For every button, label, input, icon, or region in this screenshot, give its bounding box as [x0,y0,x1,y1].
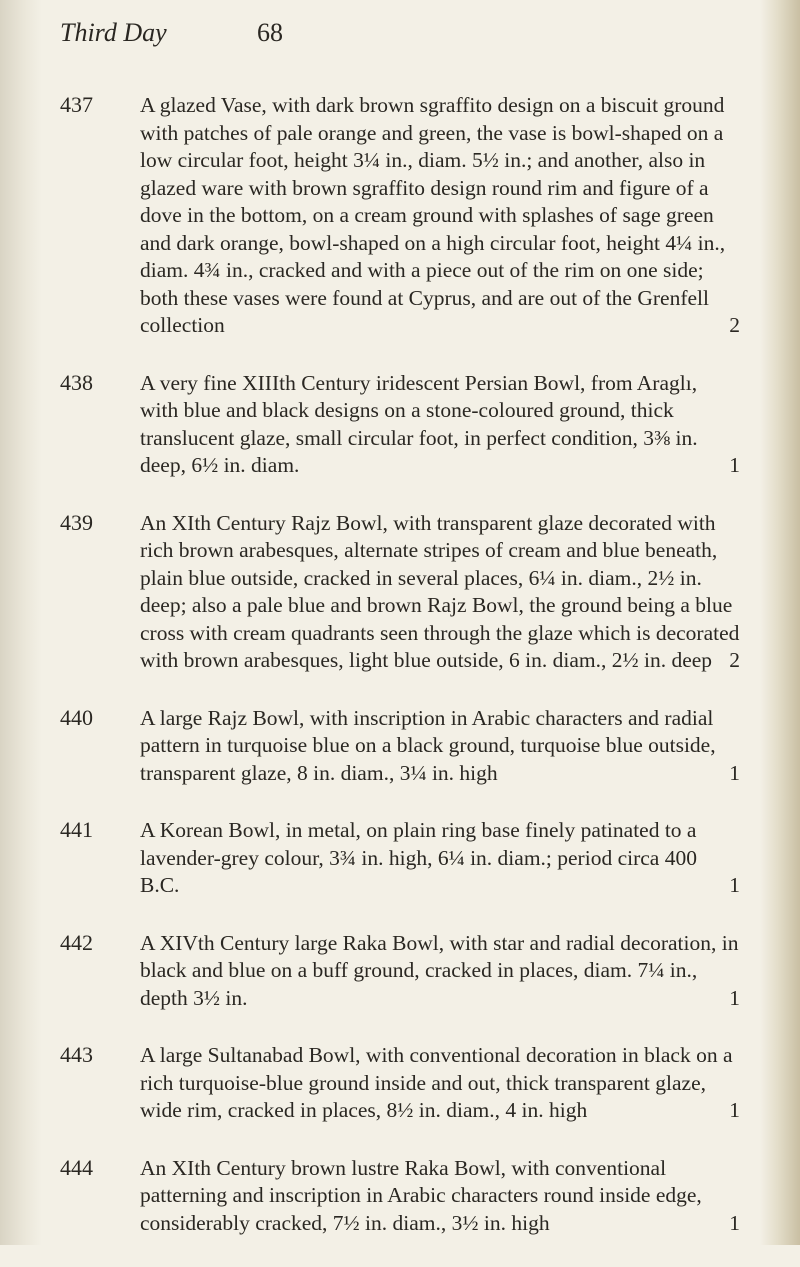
lot-entry [60,817,740,900]
lot-entry [60,930,740,1013]
lot-quantity: 1 [729,985,740,1010]
lot-description [140,817,740,900]
page-gutter [0,0,42,1245]
lot-description [140,1042,740,1125]
running-title: Third Day [60,18,167,47]
lot-text: A glazed Vase, with dark brown sgraffito design on a biscuit ground with patches of pale orange and green, the vase is bowl-shaped on a low circular foot, height 3¼ in., diam. 5½ in.; and another, also in glazed ware with brown sgraffito design round rim and figure of a dove in the bottom, on a cream ground with splashes of sage green and dark orange, bowl-shaped on a high circular foot, height 4¼ in., diam. 4¾ in., cracked and with a piece out of the rim on one side; both these vases were found at Cyprus, and are out of the Grenfell collection [140,93,726,337]
lot-entry [60,705,740,788]
page-header [60,18,740,58]
page-number: 68 [257,18,283,47]
lot-quantity: 2 [729,313,740,337]
lot-quantity: 2 [729,648,740,672]
lot-description [140,1155,740,1238]
lot-number: 442 [60,929,93,955]
lot-description [140,930,740,1013]
lot-entry [60,92,740,340]
lot-number: 444 [60,1154,93,1180]
lot-text: A very fine XIIIth Century iridescent Persian Bowl, from Araglı, with blue and black designs on a stone-coloured ground, thick translucent glaze, small circular foot, in perfect condition, 3⅜ in. deep, 6½ in. diam. [140,370,698,477]
lot-text: A Korean Bowl, in metal, on plain ring base finely patinated to a lavender-grey colour, 3¾ in. high, 6¼ in. diam.; period circa 400 B.C. [140,818,697,897]
lot-entry [60,510,740,675]
lot-text: A large Sultanabad Bowl, with conventional decoration in black on a rich turquoise-blue ground inside and out, thick transparent glaze, wide rim, cracked in places, 8½ in. diam., 4 in. high [140,1043,733,1122]
lot-number: 440 [60,704,93,730]
lot-description [140,92,740,340]
page-fore-edge [760,0,800,1245]
lot-description [140,705,740,788]
lot-description [140,370,740,480]
lot-quantity: 1 [729,1210,740,1235]
lot-text: An XIth Century brown lustre Raka Bowl, with conventional patterning and inscription in Arabic characters round inside edge, considerably cracked, 7½ in. diam., 3½ in. high [140,1155,702,1235]
lot-number: 437 [60,92,93,117]
lot-text: A large Rajz Bowl, with inscription in Arabic characters and radial pattern in turquoise blue on a black ground, turquoise blue outside, transparent glaze, 8 in. diam., 3¼ in. high [140,705,716,785]
lot-quantity: 1 [729,873,740,897]
lot-text: A XIVth Century large Raka Bowl, with star and radial decoration, in black and blue on a buff ground, cracked in places, diam. 7¼ in., depth 3½ in. [140,930,739,1010]
lot-entry [60,370,740,480]
lot-list [60,92,740,1267]
lot-text: An XIth Century Rajz Bowl, with transparent glaze decorated with rich brown arabesques, alternate stripes of cream and blue beneath, plain blue outside, cracked in several places, 6¼ in. diam., 2½ in. deep; also a pale blue and brown Rajz Bowl, the ground being a blue cross with cream quadrants seen through the glaze which is decorated with brown arabesques, light blue outside, 6 in. diam., 2½ in. deep [140,510,740,672]
lot-number: 441 [60,817,93,842]
lot-quantity: 1 [729,760,740,785]
lot-number: 443 [60,1042,93,1067]
lot-description [140,510,740,675]
lot-quantity: 1 [729,453,740,477]
lot-quantity: 1 [729,1098,740,1122]
lot-entry [60,1155,740,1238]
lot-number: 438 [60,369,93,395]
lot-number: 439 [60,509,93,535]
lot-entry [60,1042,740,1125]
